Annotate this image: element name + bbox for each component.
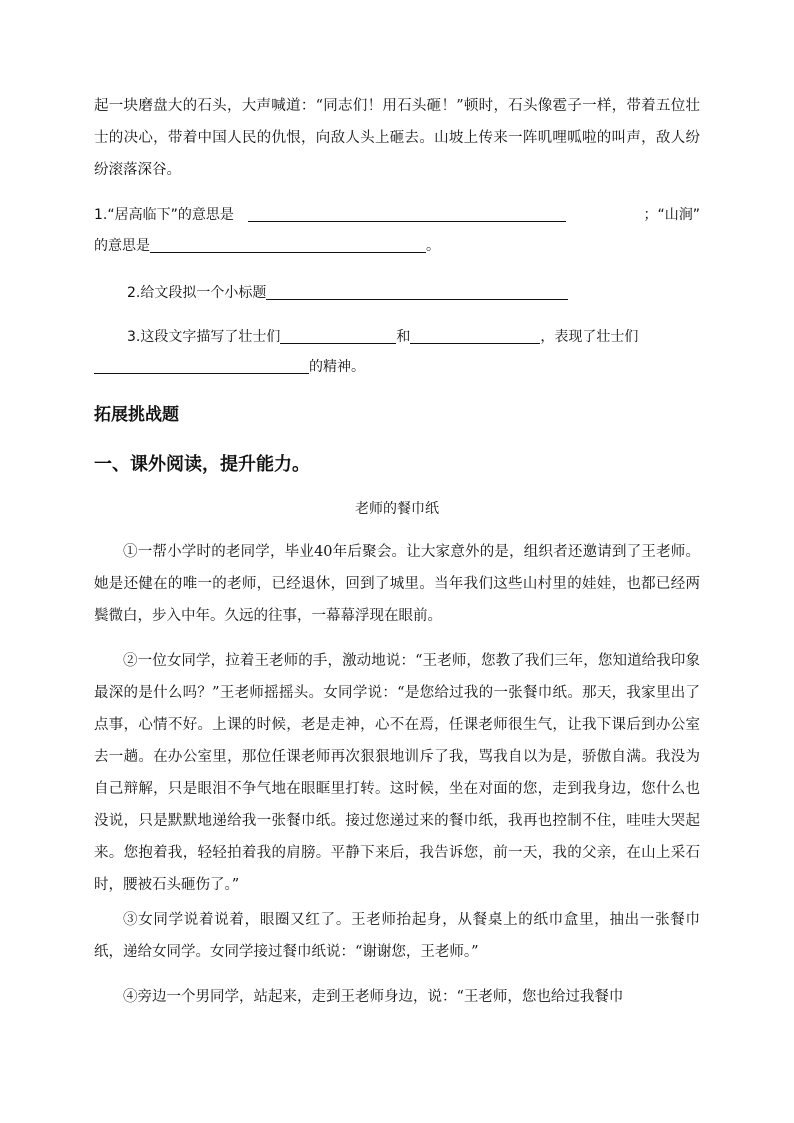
question-1-line2 xyxy=(94,235,700,255)
question-1-label-2: 的意思是 xyxy=(94,238,150,254)
question-3-blank-a[interactable] xyxy=(280,327,396,344)
question-2-blank[interactable] xyxy=(266,283,568,300)
passage-top: 起一块磨盘大的石头，大声喊道：“同志们！用石头砸！”顿时，石头像雹子一样，带着五位壮士的决心，带着中国人民的仇恨，向敌人头上砸去。山坡上传来一阵叽哩呱啦的叫声，敌人纷纷滚落深谷。 xyxy=(94,98,700,178)
subsection-title: 一、课外阅读，提升能力。 xyxy=(94,454,310,475)
question-1-end: 。 xyxy=(426,238,440,254)
question-3-label-2: ，表现了壮士们 xyxy=(540,329,639,345)
article-paragraph-4: ④旁边一个男同学，站起来，走到王老师身边，说：“王老师，您也给过我餐巾 xyxy=(123,989,624,1005)
question-3-line2 xyxy=(94,356,700,376)
question-3-label: 3.这段文字描写了壮士们 xyxy=(127,329,281,345)
question-1-label: 1.“居高临下”的意思是 xyxy=(94,207,234,223)
article-paragraph-1: ①一帮小学时的老同学，毕业40年后聚会。让大家意外的是，组织者还邀请到了王老师。她是还健在的唯一的老师，已经退休，回到了城里。当年我们这些山村里的娃娃，也都已经两鬓微白，步入中年。久远的往事，一幕幕浮现在眼前。 xyxy=(94,544,700,624)
question-3-blank-c[interactable] xyxy=(94,357,309,374)
article-paragraph-2: ②一位女同学，拉着王老师的手，激动地说：“王老师，您教了我们三年，您知道给我印象最深的是什么吗？”王老师摇摇头。女同学说：“是您给过我的一张餐巾纸。那天，我家里出了点事，心情不好。上课的时候，老是走神，心不在焉，任课老师很生气，让我下课后到办公室去一趟。在办公室里，那位任课老师再次狠狠地训斥了我，骂我自以为是，骄傲自满。我没为自己辩解，只是眼泪不争气地在眼眶里打转。这时候，坐在对面的您，走到我身边，您什么也没说，只是默默地递给我一张餐巾纸。接过您递过来的餐巾纸，我再也控制不住，哇哇大哭起来。您抱着我，轻轻拍着我的肩膀。平静下来后，我告诉您，前一天，我的父亲，在山上采石时，腰被石头砸伤了。” xyxy=(94,653,700,893)
question-1-blank-a[interactable] xyxy=(248,205,566,222)
question-3-blank-b[interactable] xyxy=(410,327,540,344)
question-1-line1 xyxy=(94,204,700,224)
question-2 xyxy=(127,282,733,302)
question-3-end: 的精神。 xyxy=(309,359,365,375)
article-title: 老师的餐巾纸 xyxy=(355,501,439,517)
section-title: 拓展挑战题 xyxy=(94,405,179,425)
question-1-blank-b[interactable] xyxy=(150,236,426,253)
question-3-line1 xyxy=(127,326,700,346)
question-2-label: 2.给文段拟一个小标题 xyxy=(127,285,267,301)
question-3-and: 和 xyxy=(396,329,411,345)
article-paragraph-3: ③女同学说着说着，眼圈又红了。王老师抬起身，从餐桌上的纸巾盒里，抽出一张餐巾纸，递给女同学。女同学接过餐巾纸说：“谢谢您，王老师。” xyxy=(94,912,700,960)
question-1-separator: ；“山涧” xyxy=(643,207,700,223)
